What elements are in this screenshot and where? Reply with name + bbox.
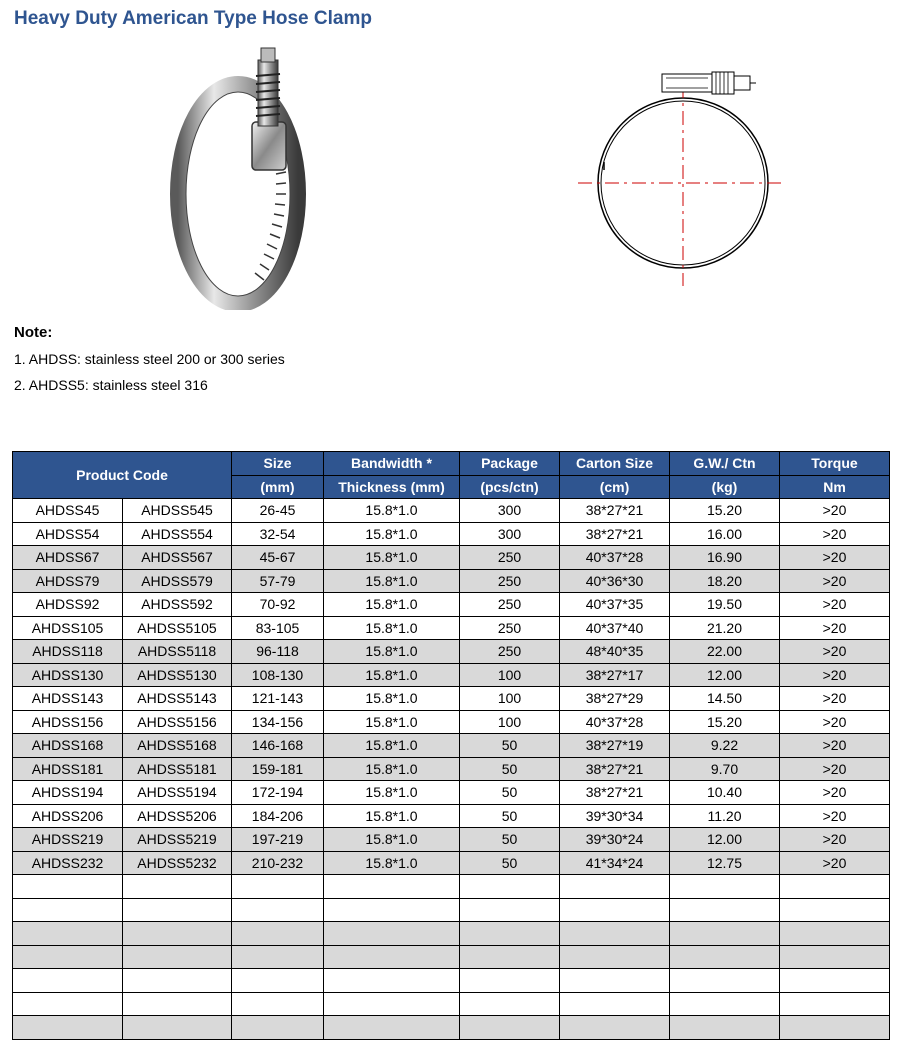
table-cell: 26-45 (232, 499, 324, 523)
table-cell: 38*27*21 (560, 499, 670, 523)
table-cell (560, 1016, 670, 1040)
table-row (13, 875, 890, 899)
hose-clamp-photo (168, 44, 318, 310)
table-cell (670, 945, 780, 969)
header-gw: G.W./ Ctn (670, 452, 780, 476)
table-cell (232, 1016, 324, 1040)
table-cell (670, 992, 780, 1016)
table-row (13, 593, 890, 617)
table-cell: AHDSS130 (13, 663, 123, 687)
table-cell: 32-54 (232, 522, 324, 546)
table-cell: 12.75 (670, 851, 780, 875)
table-cell: 50 (460, 828, 560, 852)
table-cell: 15.8*1.0 (324, 757, 460, 781)
table-cell (670, 922, 780, 946)
table-cell (13, 898, 123, 922)
table-cell: 40*37*28 (560, 546, 670, 570)
table-cell: 41*34*24 (560, 851, 670, 875)
table-cell: >20 (780, 828, 890, 852)
table-cell: 15.8*1.0 (324, 804, 460, 828)
table-cell: 38*27*21 (560, 757, 670, 781)
table-row (13, 687, 890, 711)
hose-clamp-drawing (574, 62, 786, 288)
table-cell: 15.8*1.0 (324, 687, 460, 711)
table-cell: 38*27*21 (560, 781, 670, 805)
table-cell: AHDSS156 (13, 710, 123, 734)
table-cell: 15.8*1.0 (324, 828, 460, 852)
table-cell: AHDSS554 (123, 522, 232, 546)
table-row (13, 499, 890, 523)
table-cell (670, 1016, 780, 1040)
table-cell: 96-118 (232, 640, 324, 664)
table-cell: 250 (460, 546, 560, 570)
table-cell: 146-168 (232, 734, 324, 758)
table-cell: 40*36*30 (560, 569, 670, 593)
table-cell: 50 (460, 804, 560, 828)
table-cell: >20 (780, 522, 890, 546)
table-cell (560, 969, 670, 993)
table-cell (324, 992, 460, 1016)
table-cell: 45-67 (232, 546, 324, 570)
table-cell: 15.8*1.0 (324, 851, 460, 875)
table-row (13, 922, 890, 946)
table-cell (324, 898, 460, 922)
header-carton: Carton Size (560, 452, 670, 476)
table-cell: 12.00 (670, 828, 780, 852)
table-cell: 48*40*35 (560, 640, 670, 664)
table-cell: AHDSS5219 (123, 828, 232, 852)
table-cell: 9.70 (670, 757, 780, 781)
table-cell: AHDSS5143 (123, 687, 232, 711)
table-cell: 50 (460, 734, 560, 758)
table-cell (13, 992, 123, 1016)
table-row (13, 828, 890, 852)
table-row (13, 757, 890, 781)
table-cell: AHDSS5156 (123, 710, 232, 734)
table-cell: 250 (460, 616, 560, 640)
table-cell: 50 (460, 757, 560, 781)
table-cell: >20 (780, 569, 890, 593)
table-cell (460, 945, 560, 969)
table-cell (123, 1016, 232, 1040)
spec-table (12, 451, 890, 1040)
table-cell: AHDSS105 (13, 616, 123, 640)
table-cell: 12.00 (670, 663, 780, 687)
table-cell: AHDSS5168 (123, 734, 232, 758)
table-cell (13, 875, 123, 899)
table-cell (13, 969, 123, 993)
table-cell: 38*27*19 (560, 734, 670, 758)
table-cell (232, 875, 324, 899)
table-cell (560, 875, 670, 899)
table-cell: AHDSS5118 (123, 640, 232, 664)
table-cell: 250 (460, 640, 560, 664)
table-cell: AHDSS54 (13, 522, 123, 546)
table-cell: 70-92 (232, 593, 324, 617)
table-cell: 159-181 (232, 757, 324, 781)
table-row (13, 1016, 890, 1040)
header-carton-unit: (cm) (560, 475, 670, 499)
table-cell (780, 992, 890, 1016)
page-title: Heavy Duty American Type Hose Clamp (14, 8, 372, 29)
header-package: Package (460, 452, 560, 476)
table-cell (324, 969, 460, 993)
table-cell: AHDSS579 (123, 569, 232, 593)
table-row (13, 616, 890, 640)
table-cell: 39*30*34 (560, 804, 670, 828)
header-torque: Torque (780, 452, 890, 476)
table-cell (123, 898, 232, 922)
table-cell (780, 875, 890, 899)
table-cell (670, 969, 780, 993)
table-cell: >20 (780, 616, 890, 640)
table-cell: 15.8*1.0 (324, 616, 460, 640)
header-size: Size (232, 452, 324, 476)
table-cell (123, 922, 232, 946)
table-cell (232, 969, 324, 993)
table-cell (560, 922, 670, 946)
table-cell: 15.20 (670, 499, 780, 523)
table-cell: >20 (780, 804, 890, 828)
table-cell: 38*27*21 (560, 522, 670, 546)
table-cell: 15.8*1.0 (324, 546, 460, 570)
table-header-row (13, 452, 890, 476)
table-cell: AHDSS545 (123, 499, 232, 523)
table-cell: AHDSS592 (123, 593, 232, 617)
table-cell: 100 (460, 710, 560, 734)
table-cell: >20 (780, 687, 890, 711)
table-cell (460, 898, 560, 922)
table-cell (670, 898, 780, 922)
table-cell (460, 875, 560, 899)
table-cell: 38*27*17 (560, 663, 670, 687)
table-cell: 40*37*40 (560, 616, 670, 640)
table-cell: AHDSS5181 (123, 757, 232, 781)
table-cell (123, 969, 232, 993)
table-cell (324, 945, 460, 969)
table-cell: AHDSS92 (13, 593, 123, 617)
table-row (13, 710, 890, 734)
table-cell: 197-219 (232, 828, 324, 852)
table-cell: >20 (780, 757, 890, 781)
table-row (13, 734, 890, 758)
table-cell (324, 875, 460, 899)
table-row (13, 663, 890, 687)
table-row (13, 522, 890, 546)
table-cell: 15.8*1.0 (324, 781, 460, 805)
table-cell: 300 (460, 499, 560, 523)
table-cell (324, 922, 460, 946)
table-cell: AHDSS206 (13, 804, 123, 828)
table-cell: 50 (460, 781, 560, 805)
table-cell (232, 945, 324, 969)
table-cell: 15.8*1.0 (324, 710, 460, 734)
table-cell: 14.50 (670, 687, 780, 711)
table-cell: 57-79 (232, 569, 324, 593)
table-cell: 100 (460, 687, 560, 711)
header-product-code: Product Code (13, 452, 232, 499)
table-cell: AHDSS5232 (123, 851, 232, 875)
table-cell (560, 898, 670, 922)
header-gw-unit: (kg) (670, 475, 780, 499)
table-cell: 18.20 (670, 569, 780, 593)
table-cell: 15.8*1.0 (324, 522, 460, 546)
table-cell: AHDSS168 (13, 734, 123, 758)
table-cell: >20 (780, 663, 890, 687)
table-cell: 108-130 (232, 663, 324, 687)
table-cell (324, 1016, 460, 1040)
table-cell: 210-232 (232, 851, 324, 875)
table-cell: 40*37*35 (560, 593, 670, 617)
table-cell: AHDSS567 (123, 546, 232, 570)
table-row (13, 851, 890, 875)
table-cell: 38*27*29 (560, 687, 670, 711)
table-row (13, 781, 890, 805)
table-cell (123, 992, 232, 1016)
table-cell (232, 898, 324, 922)
table-cell (232, 922, 324, 946)
table-cell (123, 945, 232, 969)
table-cell: AHDSS118 (13, 640, 123, 664)
table-cell: >20 (780, 781, 890, 805)
table-row (13, 569, 890, 593)
table-cell: AHDSS194 (13, 781, 123, 805)
table-cell: 40*37*28 (560, 710, 670, 734)
table-cell: 16.90 (670, 546, 780, 570)
table-cell (780, 1016, 890, 1040)
note-item: 2. AHDSS5: stainless steel 316 (14, 377, 208, 393)
table-cell: 11.20 (670, 804, 780, 828)
table-cell: 134-156 (232, 710, 324, 734)
table-cell: AHDSS5194 (123, 781, 232, 805)
table-row (13, 945, 890, 969)
table-cell: 15.8*1.0 (324, 734, 460, 758)
table-cell: AHDSS143 (13, 687, 123, 711)
table-cell: 19.50 (670, 593, 780, 617)
table-cell: 172-194 (232, 781, 324, 805)
table-cell: 15.8*1.0 (324, 569, 460, 593)
table-cell (560, 992, 670, 1016)
table-cell: AHDSS5206 (123, 804, 232, 828)
table-cell: >20 (780, 593, 890, 617)
table-cell: 50 (460, 851, 560, 875)
table-cell: 9.22 (670, 734, 780, 758)
table-cell (13, 922, 123, 946)
table-cell: 15.8*1.0 (324, 593, 460, 617)
table-cell: 39*30*24 (560, 828, 670, 852)
table-row (13, 898, 890, 922)
header-bandwidth-unit: Thickness (mm) (324, 475, 460, 499)
table-cell: 21.20 (670, 616, 780, 640)
table-cell: 10.40 (670, 781, 780, 805)
header-torque-unit: Nm (780, 475, 890, 499)
table-cell (780, 898, 890, 922)
table-cell: AHDSS45 (13, 499, 123, 523)
table-cell: 250 (460, 593, 560, 617)
table-cell (460, 922, 560, 946)
table-cell (780, 922, 890, 946)
table-cell: >20 (780, 499, 890, 523)
table-cell (123, 875, 232, 899)
table-cell: 300 (460, 522, 560, 546)
table-cell: 83-105 (232, 616, 324, 640)
table-cell: 15.8*1.0 (324, 663, 460, 687)
table-cell: 22.00 (670, 640, 780, 664)
table-cell: 184-206 (232, 804, 324, 828)
table-cell: 15.8*1.0 (324, 640, 460, 664)
table-cell: AHDSS5105 (123, 616, 232, 640)
table-cell: AHDSS5130 (123, 663, 232, 687)
table-cell: 15.8*1.0 (324, 499, 460, 523)
table-cell: AHDSS232 (13, 851, 123, 875)
table-cell: AHDSS79 (13, 569, 123, 593)
table-cell: 250 (460, 569, 560, 593)
note-heading: Note: (14, 324, 53, 341)
table-row (13, 969, 890, 993)
table-cell: 16.00 (670, 522, 780, 546)
table-cell (460, 992, 560, 1016)
table-cell (232, 992, 324, 1016)
spec-table-body (13, 499, 890, 1040)
table-cell: >20 (780, 851, 890, 875)
header-size-unit: (mm) (232, 475, 324, 499)
table-cell (560, 945, 670, 969)
table-cell: AHDSS219 (13, 828, 123, 852)
table-row (13, 804, 890, 828)
header-package-unit: (pcs/ctn) (460, 475, 560, 499)
table-cell: AHDSS67 (13, 546, 123, 570)
table-row (13, 546, 890, 570)
table-cell (670, 875, 780, 899)
table-cell (780, 945, 890, 969)
table-cell: AHDSS181 (13, 757, 123, 781)
table-cell: >20 (780, 734, 890, 758)
table-cell: 121-143 (232, 687, 324, 711)
table-row (13, 640, 890, 664)
table-cell: >20 (780, 546, 890, 570)
table-cell (13, 945, 123, 969)
table-cell: 100 (460, 663, 560, 687)
table-cell (460, 969, 560, 993)
table-cell (460, 1016, 560, 1040)
table-cell (13, 1016, 123, 1040)
table-cell: >20 (780, 640, 890, 664)
table-cell: 15.20 (670, 710, 780, 734)
header-bandwidth: Bandwidth * (324, 452, 460, 476)
table-row (13, 992, 890, 1016)
table-cell: >20 (780, 710, 890, 734)
table-cell (780, 969, 890, 993)
note-item: 1. AHDSS: stainless steel 200 or 300 series (14, 351, 285, 367)
